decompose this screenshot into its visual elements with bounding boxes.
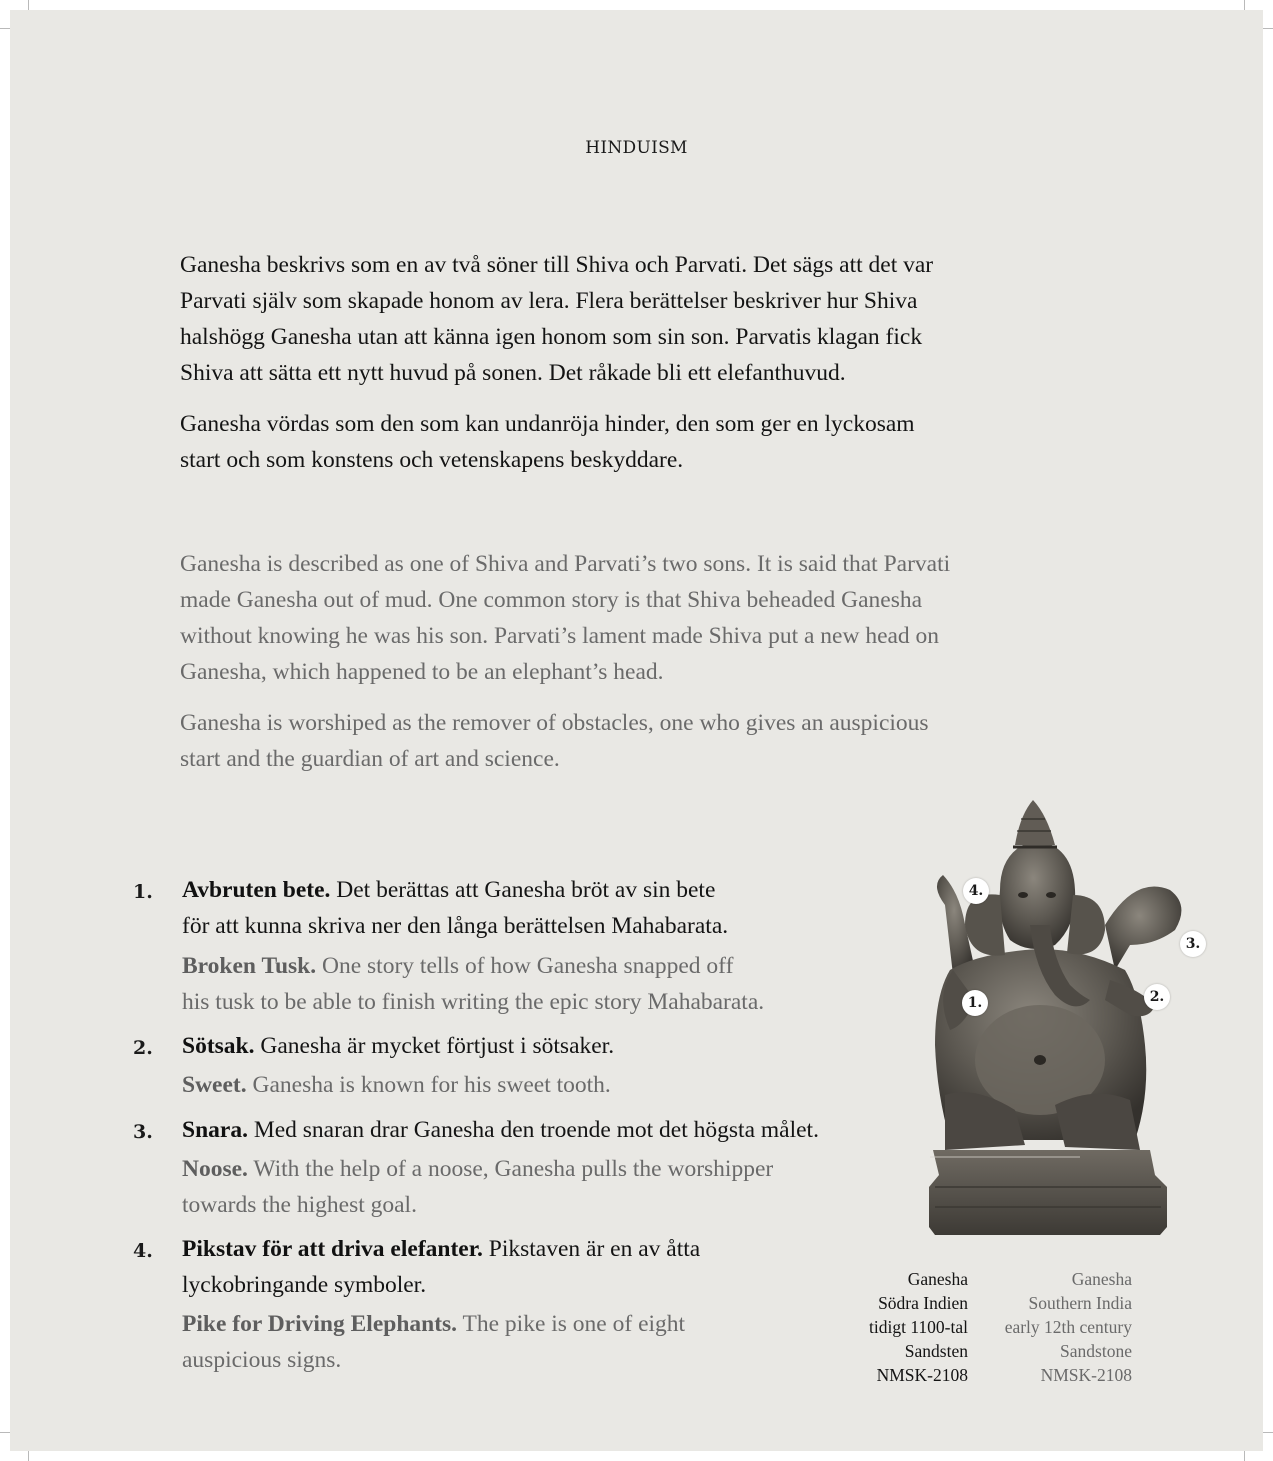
attribute-text: Det berättas att Ganesha bröt av sin bete (330, 877, 716, 903)
list-number: 1. (133, 881, 153, 903)
attribute-english (182, 1306, 685, 1342)
intro-swedish-paragraph-2 (180, 406, 1060, 478)
attribute-title: Avbruten bete. (182, 877, 331, 903)
caption-line: Southern India (1028, 1293, 1132, 1313)
attribute-title: Broken Tusk. (182, 953, 317, 979)
attribute-text: Ganesha är mycket förtjust i sötsaker. (254, 1033, 615, 1059)
caption-line: Södra Indien (878, 1293, 968, 1313)
crop-mark (1263, 1432, 1273, 1433)
attribute-swedish (182, 1231, 700, 1267)
attribute-english-cont: auspicious signs. (182, 1347, 342, 1373)
attribute-text: The pike is one of eight (457, 1311, 686, 1337)
attribute-swedish (182, 872, 715, 908)
attribute-text: One story tells of how Ganesha snapped off (316, 953, 734, 979)
intro-english-paragraph-1 (180, 546, 1060, 690)
attribute-swedish-cont: för att kunna skriva ner den långa berättelsen Mahabarata. (182, 913, 729, 939)
crop-mark (1244, 1451, 1245, 1461)
photo-marker-2: 2. (1144, 984, 1170, 1010)
attribute-text: Med snaran drar Ganesha den troende mot det högsta målet. (247, 1117, 819, 1143)
text-line: halshögg Ganesha utan att känna igen honom som sin son. Parvatis klagan fick (180, 324, 923, 350)
attribute-title: Sötsak. (182, 1033, 255, 1059)
caption-swedish (830, 1267, 968, 1387)
crop-mark (0, 28, 10, 29)
attribute-swedish (182, 1112, 819, 1148)
list-number: 3. (133, 1121, 153, 1143)
attribute-english (182, 1067, 611, 1103)
text-line: Ganesha is described as one of Shiva and Parvati’s two sons. It is said that Parvati (180, 551, 951, 577)
crop-mark (1263, 28, 1273, 29)
photo-marker-1: 1. (962, 990, 988, 1016)
text-line: made Ganesha out of mud. One common story is that Shiva beheaded Ganesha (180, 587, 923, 613)
caption-line: tidigt 1100-tal (869, 1317, 968, 1337)
text-line: Ganesha is worshiped as the remover of obstacles, one who gives an auspicious (180, 710, 929, 736)
attribute-english (182, 948, 733, 984)
text-line: without knowing he was his son. Parvati’s lament made Shiva put a new head on (180, 623, 940, 649)
caption-line: Ganesha (907, 1269, 968, 1289)
crop-mark (28, 1451, 29, 1461)
text-line: start and the guardian of art and science. (180, 746, 560, 772)
list-number: 4. (133, 1240, 153, 1262)
text-line: start och som konstens och vetenskapens beskyddare. (180, 447, 684, 473)
attribute-english (182, 1151, 773, 1187)
attribute-title: Pikstav för att driva elefanter. (182, 1236, 483, 1262)
attribute-title: Noose. (182, 1156, 248, 1182)
crop-mark (0, 1432, 10, 1433)
attribute-text: Ganesha is known for his sweet tooth. (246, 1072, 611, 1098)
ganesha-sculpture-photo (905, 795, 1235, 1245)
attribute-swedish (182, 1028, 614, 1064)
caption-english (980, 1267, 1132, 1387)
caption-line: Sandstone (1060, 1341, 1132, 1361)
photo-marker-3: 3. (1180, 931, 1206, 957)
page-header: HINDUISM (585, 138, 688, 158)
attribute-text: With the help of a noose, Ganesha pulls the worshipper (247, 1156, 774, 1182)
attribute-english-cont: towards the highest goal. (182, 1192, 417, 1218)
caption-line: Sandsten (904, 1341, 968, 1361)
text-line: Ganesha, which happened to be an elephant’s head. (180, 659, 664, 685)
text-line: Shiva att sätta ett nytt huvud på sonen. Det råkade bli ett elefanthuvud. (180, 360, 846, 386)
photo-marker-4: 4. (963, 878, 989, 904)
attribute-swedish-cont: lyckobringande symboler. (182, 1272, 427, 1298)
crop-mark (28, 0, 29, 10)
text-line: Parvati själv som skapade honom av lera. Flera berättelser beskriver hur Shiva (180, 288, 918, 314)
intro-swedish-paragraph-1 (180, 247, 1060, 391)
attribute-title: Pike for Driving Elephants. (182, 1311, 458, 1337)
attribute-title: Sweet. (182, 1072, 247, 1098)
caption-line: NMSK-2108 (876, 1365, 968, 1385)
crop-mark (1244, 0, 1245, 10)
caption-line: NMSK-2108 (1040, 1365, 1132, 1385)
text-line: Ganesha beskrivs som en av två söner till Shiva och Parvati. Det sägs att det var (180, 252, 934, 278)
attribute-title: Snara. (182, 1117, 248, 1143)
attribute-english-cont: his tusk to be able to finish writing the epic story Mahabarata. (182, 989, 765, 1015)
text-line: Ganesha vördas som den som kan undanröja hinder, den som ger en lyckosam (180, 411, 915, 437)
list-number: 2. (133, 1037, 153, 1059)
caption-line: early 12th century (1004, 1317, 1132, 1337)
caption-line: Ganesha (1071, 1269, 1132, 1289)
attribute-text: Pikstaven är en av åtta (482, 1236, 701, 1262)
intro-english-paragraph-2 (180, 705, 1060, 777)
